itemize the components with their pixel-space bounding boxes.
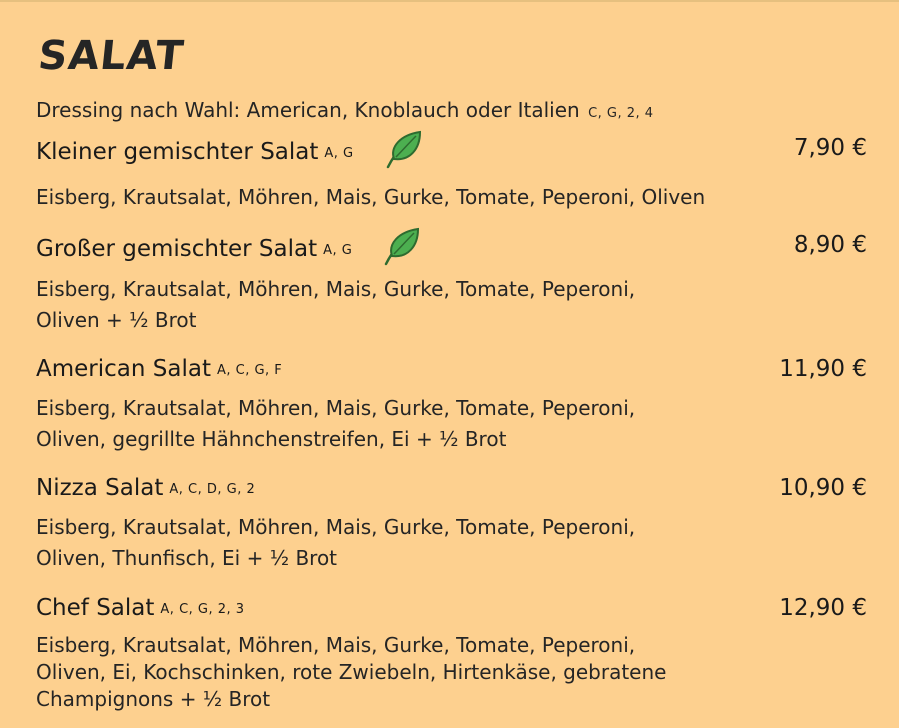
- dressing-allergens: C, G, 2, 4: [588, 106, 654, 121]
- dressing-note-text: Dressing nach Wahl: American, Knoblauch oder Italien: [36, 98, 580, 122]
- item-price: 12,90 €: [779, 595, 867, 621]
- dressing-note: [36, 97, 867, 127]
- description-line: Oliven, Ei, Kochschinken, rote Zwiebeln, Hirtenkäse, gebratene: [36, 660, 667, 684]
- menu-item-grosser-gemischter-salat: [36, 230, 867, 336]
- menu-item-nizza-salat: [36, 473, 867, 574]
- item-allergens: A, G: [324, 146, 354, 161]
- item-allergens: A, C, D, G, 2: [169, 482, 256, 497]
- description-line: Eisberg, Krautsalat, Möhren, Mais, Gurke, Tomate, Peperoni, Oliven: [36, 185, 706, 209]
- item-allergens: A, G: [323, 243, 353, 258]
- leaf-icon: [382, 129, 426, 171]
- item-price: 10,90 €: [779, 475, 867, 501]
- description-line: Oliven, Thunfisch, Ei + ½ Brot: [36, 546, 338, 570]
- item-name: Chef Salat: [36, 595, 155, 621]
- leaf-icon: [380, 226, 424, 268]
- description-line: Eisberg, Krautsalat, Möhren, Mais, Gurke, Tomate, Peperoni,: [36, 396, 636, 420]
- menu-item-american-salat: [36, 354, 867, 455]
- item-header: [36, 354, 867, 384]
- menu-item-kleiner-gemischter-salat: [36, 133, 867, 213]
- item-allergens: A, C, G, 2, 3: [160, 602, 245, 617]
- item-name: Großer gemischter Salat: [36, 236, 318, 262]
- item-name: American Salat: [36, 356, 211, 382]
- menu-item-chef-salat: [36, 593, 867, 713]
- item-description: [36, 274, 867, 336]
- item-allergens: A, C, G, F: [216, 363, 283, 378]
- item-description: [36, 182, 867, 213]
- item-price: 7,90 €: [793, 135, 867, 161]
- item-description: [36, 393, 867, 455]
- item-price: 11,90 €: [779, 356, 867, 382]
- description-line: Champignons + ½ Brot: [36, 687, 271, 711]
- item-header: [36, 133, 867, 171]
- item-price: 8,90 €: [793, 232, 867, 258]
- description-line: Oliven, gegrillte Hähnchenstreifen, Ei + ½ Brot: [36, 427, 507, 451]
- description-line: Eisberg, Krautsalat, Möhren, Mais, Gurke, Tomate, Peperoni,: [36, 633, 636, 657]
- item-description: [36, 512, 867, 574]
- description-line: Oliven + ½ Brot: [36, 308, 197, 332]
- item-header: [36, 473, 867, 503]
- item-description: [36, 632, 867, 713]
- item-header: [36, 230, 867, 268]
- section-title: SALAT: [36, 33, 187, 79]
- description-line: Eisberg, Krautsalat, Möhren, Mais, Gurke, Tomate, Peperoni,: [36, 515, 636, 539]
- item-header: [36, 593, 867, 623]
- item-name: Kleiner gemischter Salat: [36, 139, 319, 165]
- description-line: Eisberg, Krautsalat, Möhren, Mais, Gurke, Tomate, Peperoni,: [36, 277, 636, 301]
- item-name: Nizza Salat: [36, 475, 164, 501]
